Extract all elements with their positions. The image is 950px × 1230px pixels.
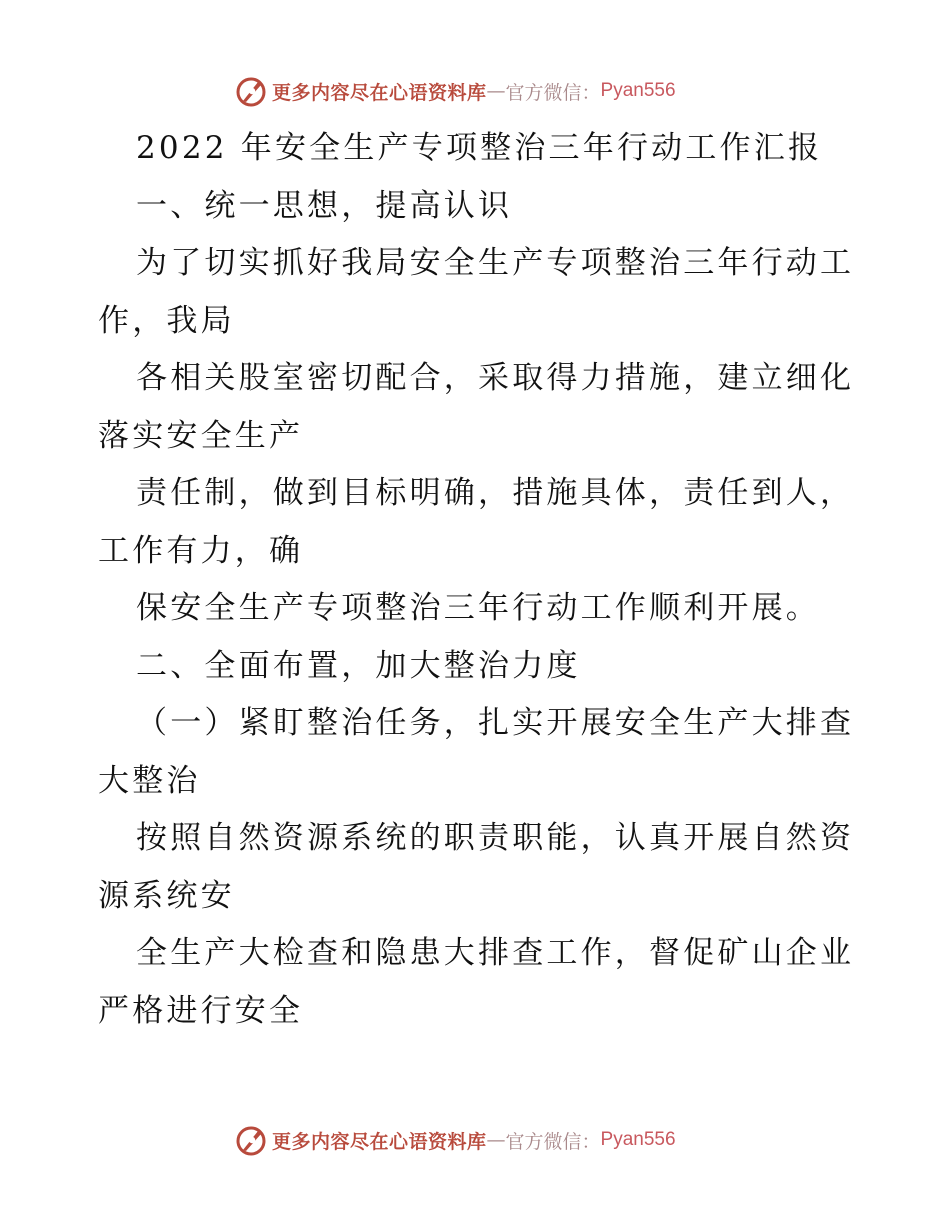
document-body bbox=[98, 120, 858, 1040]
paragraph: （一）紧盯整治任务，扎实开展安全生产大排查大整治 bbox=[98, 705, 855, 799]
watermark-brand-text: 更多内容尽在心语资料库 bbox=[272, 81, 487, 104]
footer-watermark bbox=[234, 1122, 676, 1158]
watermark-brand-text: 更多内容尽在心语资料库 bbox=[272, 1130, 487, 1153]
paragraph: 保安全生产专项整治三年行动工作顺利开展。 bbox=[136, 590, 820, 626]
paragraph: 二、全面布置，加大整治力度 bbox=[136, 647, 581, 684]
watermark-wechat-id: Pyan556 bbox=[600, 80, 676, 101]
watermark-wechat-label: 官方微信： bbox=[505, 1130, 601, 1153]
quill-circle-logo-icon bbox=[234, 74, 268, 108]
paragraph: 全生产大检查和隐患大排查工作，督促矿山企业严格进行安全 bbox=[98, 935, 855, 1029]
watermark-wechat-id: Pyan556 bbox=[600, 1129, 676, 1150]
paragraph: 按照自然资源系统的职责职能，认真开展自然资源系统安 bbox=[98, 820, 855, 914]
watermark-wechat-label: 官方微信： bbox=[505, 81, 601, 104]
header-watermark bbox=[234, 73, 676, 109]
paragraph: 各相关股室密切配合，采取得力措施，建立细化落实安全生产 bbox=[98, 360, 855, 454]
document-title: 2022 年安全生产专项整治三年行动工作汇报 bbox=[136, 130, 823, 166]
paragraph: 为了切实抓好我局安全生产专项整治三年行动工作，我局 bbox=[98, 245, 855, 339]
paragraph: 一、统一思想，提高认识 bbox=[136, 187, 513, 224]
quill-circle-logo-icon bbox=[234, 1123, 268, 1157]
watermark-separator: — bbox=[486, 80, 506, 102]
watermark-separator: — bbox=[486, 1129, 506, 1151]
paragraph: 责任制，做到目标明确，措施具体，责任到人，工作有力，确 bbox=[98, 475, 855, 569]
